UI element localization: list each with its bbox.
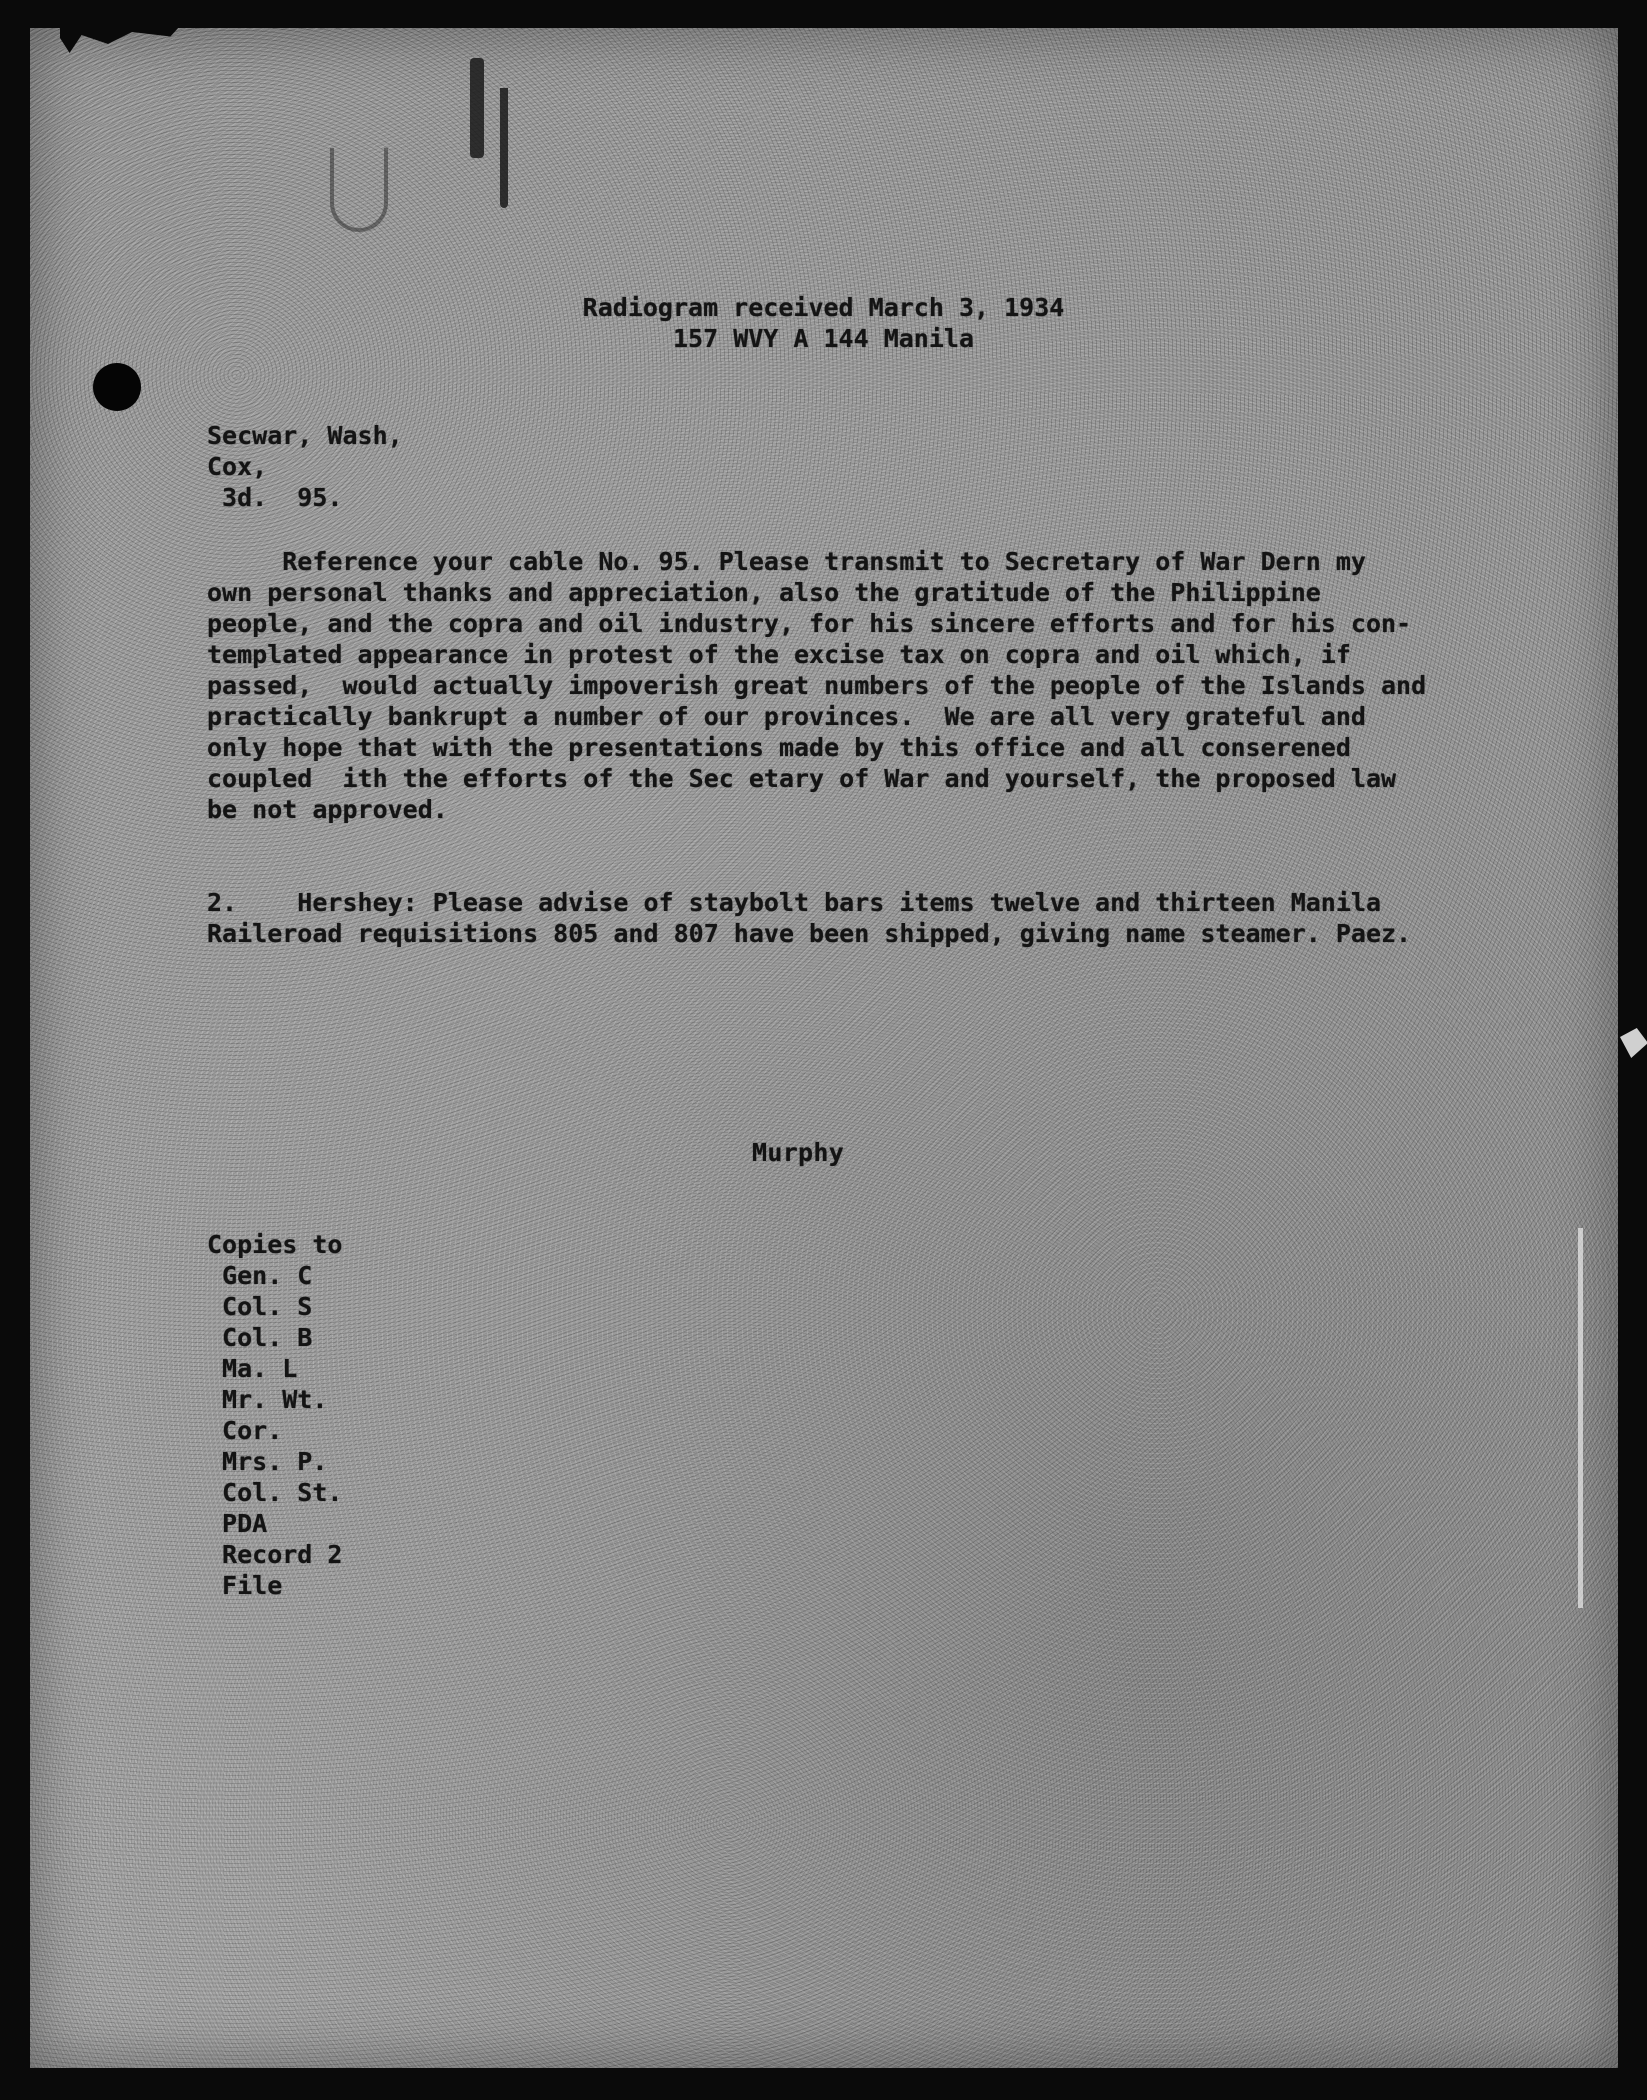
radiogram-reference: 157 WVY A 144 Manila (672, 324, 975, 353)
copy-recipient: Record 2 (207, 1540, 343, 1569)
paragraph-line: only hope that with the presentations made by this office and all conserened (207, 733, 1351, 762)
address-line: Secwar, Wash, (207, 421, 403, 450)
copy-recipient: Ma. L (207, 1354, 298, 1383)
copy-recipient: Mrs. P. (207, 1447, 328, 1476)
radiogram-heading: Radiogram received March 3, 1934 (582, 293, 1065, 322)
paragraph-line: passed, would actually impoverish great numbers of the people of the Islands and (207, 671, 1427, 700)
staple-mark (470, 58, 484, 158)
torn-edge (1620, 1028, 1647, 1058)
copy-recipient: Col. S (207, 1292, 313, 1321)
paragraph-line: be not approved. (207, 795, 448, 824)
paragraph-line: people, and the copra and oil industry, for his sincere efforts and for his con- (207, 609, 1412, 638)
paragraph-line: Reference your cable No. 95. Please transmit to Secretary of War Dern my (207, 547, 1366, 576)
copy-recipient: Mr. Wt. (207, 1385, 328, 1414)
copy-recipient: File (207, 1571, 283, 1600)
copy-recipient: Col. B (207, 1323, 313, 1352)
paragraph-line: coupled ith the efforts of the Sec etary of War and yourself, the proposed law (207, 764, 1397, 793)
address-line: 3d. 95. (207, 483, 343, 512)
paragraph-line: templated appearance in protest of the excise tax on copra and oil which, if (207, 640, 1351, 669)
paragraph-line: Raileroad requisitions 805 and 807 have been shipped, giving name steamer. Paez. (207, 919, 1412, 948)
fold-crease (1578, 1228, 1583, 1608)
copy-recipient: Cor. (207, 1416, 283, 1445)
paragraph-line: own personal thanks and appreciation, also the gratitude of the Philippine (207, 578, 1321, 607)
staple-mark (500, 88, 508, 208)
address-line: Cox, (207, 452, 268, 481)
staple-mark (330, 148, 388, 232)
signature: Murphy (752, 1138, 845, 1167)
paragraph-line: 2. Hershey: Please advise of staybolt bars items twelve and thirteen Manila (207, 888, 1381, 917)
copies-heading: Copies to (207, 1230, 343, 1259)
paragraph-line: practically bankrupt a number of our provinces. We are all very grateful and (207, 702, 1366, 731)
punch-hole (93, 363, 141, 411)
copy-recipient: Col. St. (207, 1478, 343, 1507)
copy-recipient: PDA (207, 1509, 268, 1538)
copy-recipient: Gen. C (207, 1261, 313, 1290)
